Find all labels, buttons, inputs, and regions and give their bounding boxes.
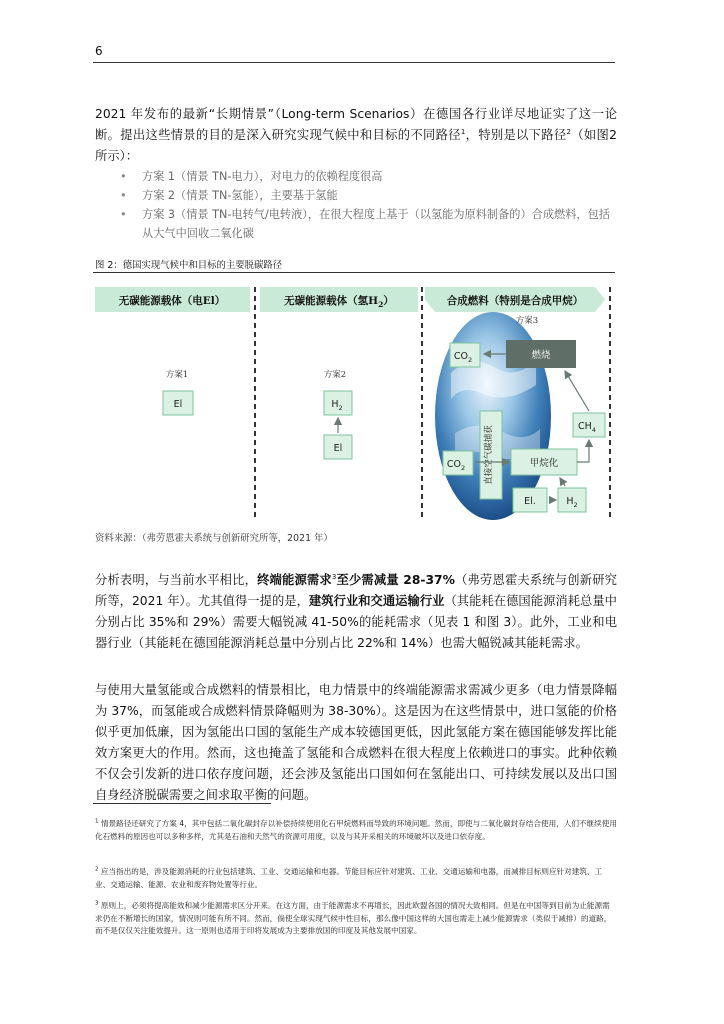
decarbonization-pathways-figure [95,283,615,523]
footnote-text: 情景路径还研究了方案 4，其中包括二氧化碳封存以补偿持续使用化石甲烷燃料而导致的环境问题。然而，即使与二氧化碳封存结合使用，人们不继续使用化石燃料的原因也可以多种多样，尤其是石油和天然气的资源可用度，以及与其开采相关的环境破坏以及进口依存度。 [95,819,617,841]
scheme-list [120,167,615,243]
header-col1-label: 无碳能源载体（电El） [118,295,226,307]
intro-paragraph [95,104,617,167]
header-col3-label: 合成燃料（特别是合成甲烷） [446,295,584,307]
methanation-text: 甲烷化 [529,458,559,469]
footnote-3 [95,900,617,938]
footnote-ref-1[interactable]: 1 [460,127,466,136]
methanation-to-ch4-arrow [577,440,589,462]
analysis-paragraph [95,570,617,654]
figure-source: 资料来源：（弗劳恩霍夫系统与创新研究所等，2021 年） [95,533,333,544]
scheme1-label: 方案1 [165,370,189,380]
intro-text-3: （如图2 所示）： [95,128,617,163]
comparison-paragraph: 与使用大量氢能或合成燃料的情景相比，电力情景中的终端能源需求需减少更多（电力情景降幅为 37%，而氢能或合成燃料情景降幅则为 38-30%）。这是因为在这些情景中，进口氢能的价格似乎更加低廉，因为氢能出口国的氢能生产成本较德国更低，因此氢能方案在德国能够发挥比能效方案更大的作用。然而，这也掩盖了氢能和合成燃料在很大程度上依赖进口的事实。此种依赖不仅会引发新的进口依存度问题，还会涉及氢能出口国如何在氢能出口、可持续发展以及出口国自身经济脱碳需要之间求取平衡的问题。 [95,683,617,802]
intro-text-2: ，特别是以下路径 [465,128,567,142]
dac-text: 直接空气碳捕获 [484,425,494,485]
analysis-text-2: （弗劳恩霍夫系统与创新研究所等，2021 年）。尤其值得一提的是， [95,573,617,608]
footnote-number: 3 [95,900,99,907]
el-box-bottom-text: El. [524,496,536,507]
co2-box-bottom-text: $CO_2$ [446,459,466,472]
analysis-bold-2: 至少需减量 28-37% [336,573,455,587]
bullet-icon: • [120,189,127,202]
bullet-icon: • [120,208,127,221]
list-item-text: 方案 3（情景 TN-电转气/电转液），在很大程度上基于（以氢能为原料制备的）合成燃料，包括从大气中回收二氧化碳 [142,208,610,240]
footnote-ref-3[interactable]: 3 [331,572,337,581]
scheme3-label: 方案3 [515,316,539,326]
h2-box-bottom-text: $H_2$ [566,496,578,509]
list-item [120,167,615,186]
figure-caption: 图 2：德国实现气候中和目标的主要脱碳路径 [95,260,283,271]
footnote-text: 应当指出的是，涉及能源消耗的行业包括建筑、工业、交通运输和电器。节能目标应针对建筑、工业、交通运输和电器，而减排目标则应针对建筑、工业、交通运输、能源、农业和废弃物处置等行业。 [95,867,603,889]
list-item-text: 方案 2（情景 TN-氢能），主要基于氢能 [142,189,338,202]
footnote-ref-2[interactable]: 2 [566,127,571,136]
list-item [120,205,615,243]
footnote-number: 2 [95,866,99,873]
analysis-bold-1: 终端能源需求 [257,573,332,587]
figure-caption-rule [93,272,615,273]
bullet-icon: • [120,170,127,183]
list-item [120,186,615,205]
analysis-text-3: （其能耗在德国能源消耗总量中分别占比 35%和 29%）需要大幅锐减 41-50%的能耗需求（见表 1 和图 3）。此外，工业和电器行业（其能耗在德国能源消耗总量中分别占比 22%和 14%）也需大幅锐减其能耗需求。 [95,594,617,650]
header-rule [93,62,615,63]
page-number: 6 [95,44,103,58]
footnote-rule [93,803,271,804]
scheme1-el-text: El [173,399,183,410]
scheme2-el-text: El [333,443,343,454]
footnote-text: 原则上，必须将提高能效和减少能源需求区分开来。在这方面，由于能源需求不再增长，因此欧盟各国的情况大致相同。但是在中国等到目前为止能源需求仍在不断增长的国家，情况则可能有所不同。然而，倘使全球实现气候中性目标，那么像中国这样的大国也需走上减少能源需求（类似于减排）的道路，而不是仅仅关注能效提升。这一原则也适用于印将发展成为主要排放国的印度及其他发展中国家。 [95,901,612,935]
scheme2-label: 方案2 [323,370,347,380]
co2-box-top-text: $CO_2$ [453,351,473,364]
footnote-2 [95,866,617,891]
combustion-text: 燃烧 [531,350,551,361]
footnote-1 [95,818,617,843]
ch4-to-combustion-arrow [565,371,589,411]
intro-text-1: 2021 年发布的最新“长期情景”（Long-term Scenarios）在德国各行业详尽地证实了这一论断。提出这些情景的目的是深入研究实现气候中和目标的不同路径 [95,107,617,142]
footnote-number: 1 [95,818,99,825]
analysis-bold-3: 建筑行业和交通运输行业 [308,594,445,608]
list-item-text: 方案 1（情景 TN-电力），对电力的依赖程度很高 [142,170,383,183]
h2-to-methanation-arrow [560,478,565,486]
ch4-text: $CH_4$ [578,421,596,434]
header-col2-label: 无碳能源载体（氢$H_2$） [284,295,394,309]
scheme2-h2-text: $H_2$ [331,399,343,412]
analysis-text-1: 分析表明，与当前水平相比， [95,573,258,587]
